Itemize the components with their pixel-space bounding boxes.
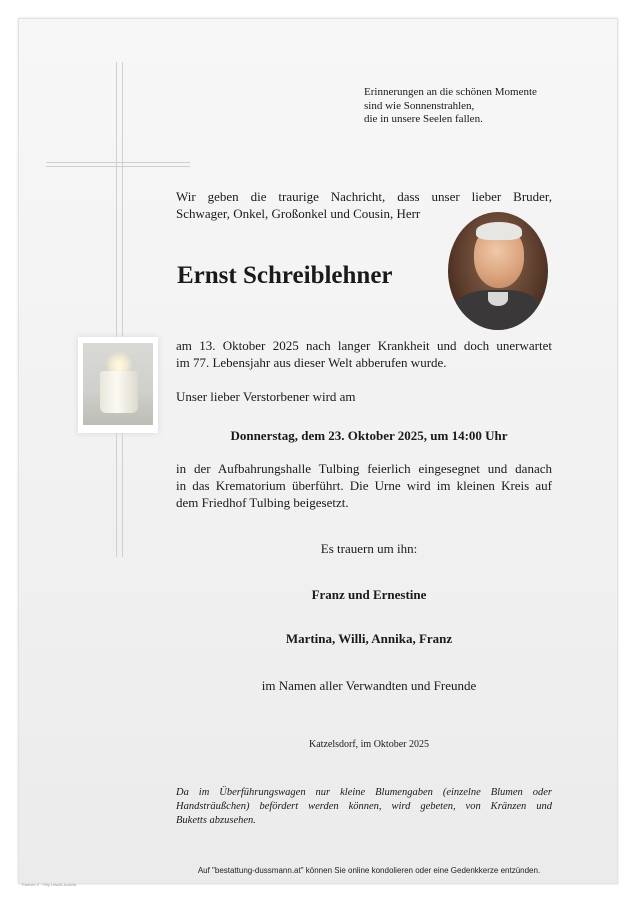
intro-line: Wir geben die traurige Nachricht, dass unser lieber Bruder, — [176, 189, 552, 204]
flower-note — [176, 786, 552, 828]
flame-icon — [116, 361, 122, 373]
cross-vertical-beam — [116, 62, 123, 557]
memorial-quote — [364, 86, 537, 127]
portrait-collar — [488, 292, 508, 306]
burial-line: in das Krematorium überführt. Die Urne wird im kleinen Kreis auf — [176, 478, 552, 493]
candle-icon — [100, 371, 138, 413]
intro-line: Schwager, Onkel, Großonkel und Cousin, Herr — [176, 206, 421, 221]
burial-line: in der Aufbahrungshalle Tulbing feierlich eingesegnet und danach — [176, 461, 552, 476]
candle-image — [78, 337, 158, 433]
candle-photo — [83, 343, 153, 425]
mourner-group: Franz und Ernestine — [311, 587, 427, 602]
mourner-group: Martina, Willi, Annika, Franz — [285, 631, 453, 646]
deceased-portrait — [448, 212, 548, 330]
relatives-line: im Namen aller Verwandten und Freunde — [261, 678, 477, 693]
obituary-card — [18, 18, 618, 884]
burial-paragraph — [176, 460, 552, 511]
funeral-intro: Unser lieber Verstorbener wird am — [176, 389, 356, 404]
mourners-heading: Es trauern um ihn: — [320, 541, 418, 556]
note-line: Da im Überführungswagen nur kleine Blumengaben (einzelne Blumen oder — [176, 787, 552, 798]
portrait-hair — [476, 222, 522, 240]
deceased-name: Ernst Schreiblehner — [177, 262, 393, 289]
quote-line: die in unsere Seelen fallen. — [364, 113, 483, 125]
place-date: Katzelsdorf, im Oktober 2025 — [309, 739, 429, 750]
online-condolence-footer: Auf "bestattung-dussmann.at" können Sie online kondolieren oder eine Gedenkkerze entzünden. — [197, 866, 541, 875]
death-paragraph — [176, 337, 552, 371]
death-line: am 13. Oktober 2025 nach langer Krankheit und doch unerwartet — [176, 338, 552, 353]
quote-line: Erinnerungen an die schönen Momente — [364, 86, 537, 98]
funeral-date: Donnerstag, dem 23. Oktober 2025, um 14:00 Uhr — [230, 428, 508, 443]
burial-line: dem Friedhof Tulbing beigesetzt. — [176, 495, 349, 510]
note-line: Handsträußchen) befördert werden können, wird gebeten, von Kränzen und — [176, 801, 552, 812]
cross-horizontal-beam — [46, 162, 190, 167]
quote-line: sind wie Sonnenstrahlen, — [364, 99, 475, 112]
template-credit: Partner-V · ©by Litschi-Austria — [22, 882, 77, 887]
note-line: Buketts abzusehen. — [176, 815, 256, 826]
death-line: im 77. Lebensjahr aus dieser Welt abberufen wurde. — [176, 355, 447, 370]
